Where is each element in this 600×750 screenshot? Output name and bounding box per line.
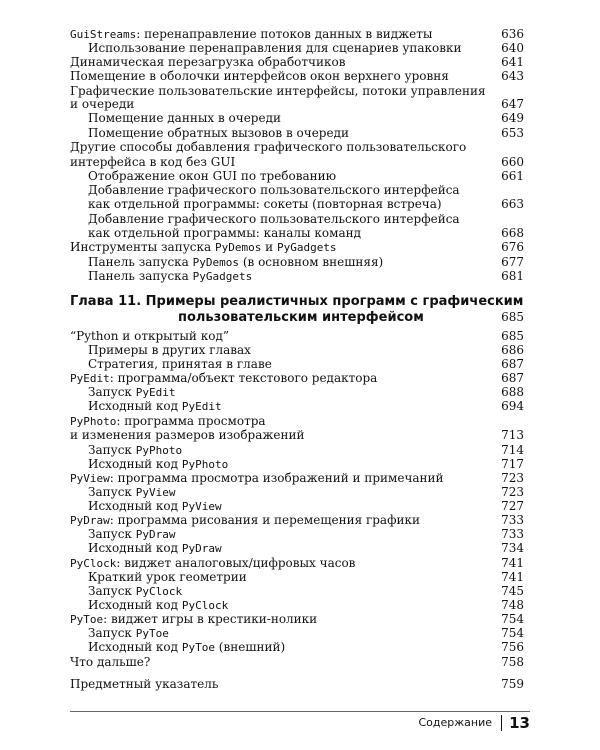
entry-title: Запуск <box>88 626 136 640</box>
entry-title: Другие способы добавления графического пользовательского <box>70 140 467 154</box>
page-number: 687 <box>501 371 524 385</box>
footer-page-number: 13 <box>509 714 530 732</box>
entry-code: PyDraw <box>181 542 222 555</box>
entry-title: как отдельной программы: каналы команд <box>88 226 362 240</box>
page-number: 649 <box>501 111 524 125</box>
footer-section-title: Содержание <box>418 716 492 729</box>
entry-title: Панель запуска <box>88 255 193 269</box>
entry-code: PyGadgets <box>276 241 337 254</box>
entry-title: и очереди <box>70 97 135 111</box>
page-number: 685 <box>501 329 524 343</box>
page-number: 756 <box>501 640 524 654</box>
page-number: 733 <box>501 513 524 527</box>
page-number: 754 <box>501 626 524 640</box>
page-number: 745 <box>501 584 524 598</box>
entry-title: Помещение в оболочки интерфейсов окон верхнего уровня <box>70 69 449 83</box>
entry-title: Исходный код <box>88 598 182 612</box>
entry-title: Помещение данных в очереди <box>88 111 281 125</box>
entry-code: PyToe <box>181 641 215 654</box>
entry-title: Запуск <box>88 527 136 541</box>
page-number: 717 <box>501 457 524 471</box>
page-number: 741 <box>501 556 524 570</box>
page-number: 687 <box>501 357 524 371</box>
entry-title: Предметный указатель <box>70 677 219 691</box>
page-number: 676 <box>501 240 524 254</box>
entry-code: GuiStreams <box>70 28 137 41</box>
entry-code: PyToe <box>70 613 104 626</box>
page-number: 713 <box>501 428 524 442</box>
page-number: 647 <box>501 97 524 111</box>
entry-code: PyPhoto <box>70 415 117 428</box>
page-number: 685 <box>501 310 524 324</box>
page-number: 734 <box>501 541 524 555</box>
page-number: 727 <box>501 499 524 513</box>
entry-title: Инструменты запуска <box>70 240 215 254</box>
page-number: 643 <box>501 69 524 83</box>
entry-title: : программа просмотра <box>116 414 266 428</box>
entry-title: Запуск <box>88 485 136 499</box>
page-number: 759 <box>501 677 524 691</box>
page-number: 748 <box>501 598 524 612</box>
footer-divider <box>70 711 530 712</box>
entry-code: PyClock <box>70 557 117 570</box>
page-number: 714 <box>501 443 524 457</box>
entry-code: PyDemos <box>192 256 239 269</box>
entry-title: : программа/объект текстового редактора <box>109 371 378 385</box>
entry-title: Добавление графического пользовательского интерфейса <box>88 212 460 226</box>
page-number: 641 <box>501 55 524 69</box>
entry-title: Использование перенаправления для сценариев упаковки <box>88 41 462 55</box>
page-number: 663 <box>501 197 524 211</box>
entry-title: Помещение обратных вызовов в очереди <box>88 126 349 140</box>
entry-code: PyDraw <box>70 514 110 527</box>
footer-separator <box>501 715 502 731</box>
entry-code: PyView <box>135 486 176 499</box>
entry-title: Запуск <box>88 443 136 457</box>
page-number: 741 <box>501 570 524 584</box>
page-number: 686 <box>501 343 524 357</box>
page-number: 653 <box>501 126 524 140</box>
entry-code: PyDraw <box>135 528 176 541</box>
entry-title: и изменения размеров изображений <box>70 428 305 442</box>
entry-title: интерфейса в код без GUI <box>70 155 236 169</box>
entry-title: Отображение окон GUI по требованию <box>88 169 337 183</box>
entry-code: PyEdit <box>70 372 110 385</box>
entry-title: Исходный код <box>88 457 182 471</box>
entry-code: PyDemos <box>214 241 262 254</box>
page-number: 723 <box>501 485 524 499</box>
entry-title: Запуск <box>88 385 136 399</box>
entry-title: (внешний) <box>214 640 286 654</box>
page-number: 733 <box>501 527 524 541</box>
entry-code: PyView <box>70 472 110 485</box>
entry-title: Что дальше? <box>70 655 151 669</box>
entry-title: : виджет игры в крестики-нолики <box>103 612 318 626</box>
page-number: 660 <box>501 155 524 169</box>
page-number: 688 <box>501 385 524 399</box>
entry-code: PyPhoto <box>181 458 229 471</box>
entry-title: Исходный код <box>88 499 182 513</box>
entry-code: PyToe <box>135 627 169 640</box>
page-number: 677 <box>501 255 524 269</box>
entry-code: PyClock <box>181 599 229 612</box>
page-number: 661 <box>501 169 524 183</box>
entry-title: как отдельной программы: сокеты (повторная встреча) <box>88 197 442 211</box>
entry-title: Запуск <box>88 584 136 598</box>
entry-title: Графические пользовательские интерфейсы, потоки управления <box>70 84 486 98</box>
entry-code: PyClock <box>135 585 183 598</box>
entry-title: Панель запуска <box>88 269 193 283</box>
entry-code: PyEdit <box>135 386 176 399</box>
chapter-heading-line <box>70 294 530 309</box>
entry-title: Примеры в других главах <box>88 343 251 357</box>
entry-title: (в основном внешняя) <box>239 255 384 269</box>
entry-title: Краткий урок геометрии <box>88 570 247 584</box>
page-number: 754 <box>501 612 524 626</box>
entry-title: “Python и открытый код” <box>70 329 229 343</box>
page-number: 694 <box>501 399 524 413</box>
page-number: 668 <box>501 226 524 240</box>
page-number: 636 <box>501 27 524 41</box>
entry-code: PyPhoto <box>135 444 183 457</box>
page-number: 640 <box>501 41 524 55</box>
chapter-title: пользовательским интерфейсом <box>178 310 424 325</box>
entry-code: PyView <box>181 500 222 513</box>
entry-title: Стратегия, принятая в главе <box>88 357 272 371</box>
page-number: 681 <box>501 269 524 283</box>
entry-code: PyGadgets <box>192 270 253 283</box>
entry-title: Исходный код <box>88 541 182 555</box>
entry-title: : виджет аналоговых/цифровых часов <box>116 556 356 570</box>
entry-title: Исходный код <box>88 399 182 413</box>
entry-title: Динамическая перезагрузка обработчиков <box>70 55 346 69</box>
page-number: 758 <box>501 655 524 669</box>
entry-title: : перенаправление потоков данных в виджеты <box>136 27 433 41</box>
entry-title: : программа просмотра изображений и примечаний <box>109 471 444 485</box>
page-number: 723 <box>501 471 524 485</box>
entry-title: Добавление графического пользовательского интерфейса <box>88 183 460 197</box>
chapter-title: Глава 11. Примеры реалистичных программ с графическим <box>70 294 524 309</box>
entry-title: : программа рисования и перемещения графики <box>109 513 420 527</box>
entry-code: PyEdit <box>181 400 222 413</box>
entry-title: и <box>261 240 277 254</box>
entry-title: Исходный код <box>88 640 182 654</box>
